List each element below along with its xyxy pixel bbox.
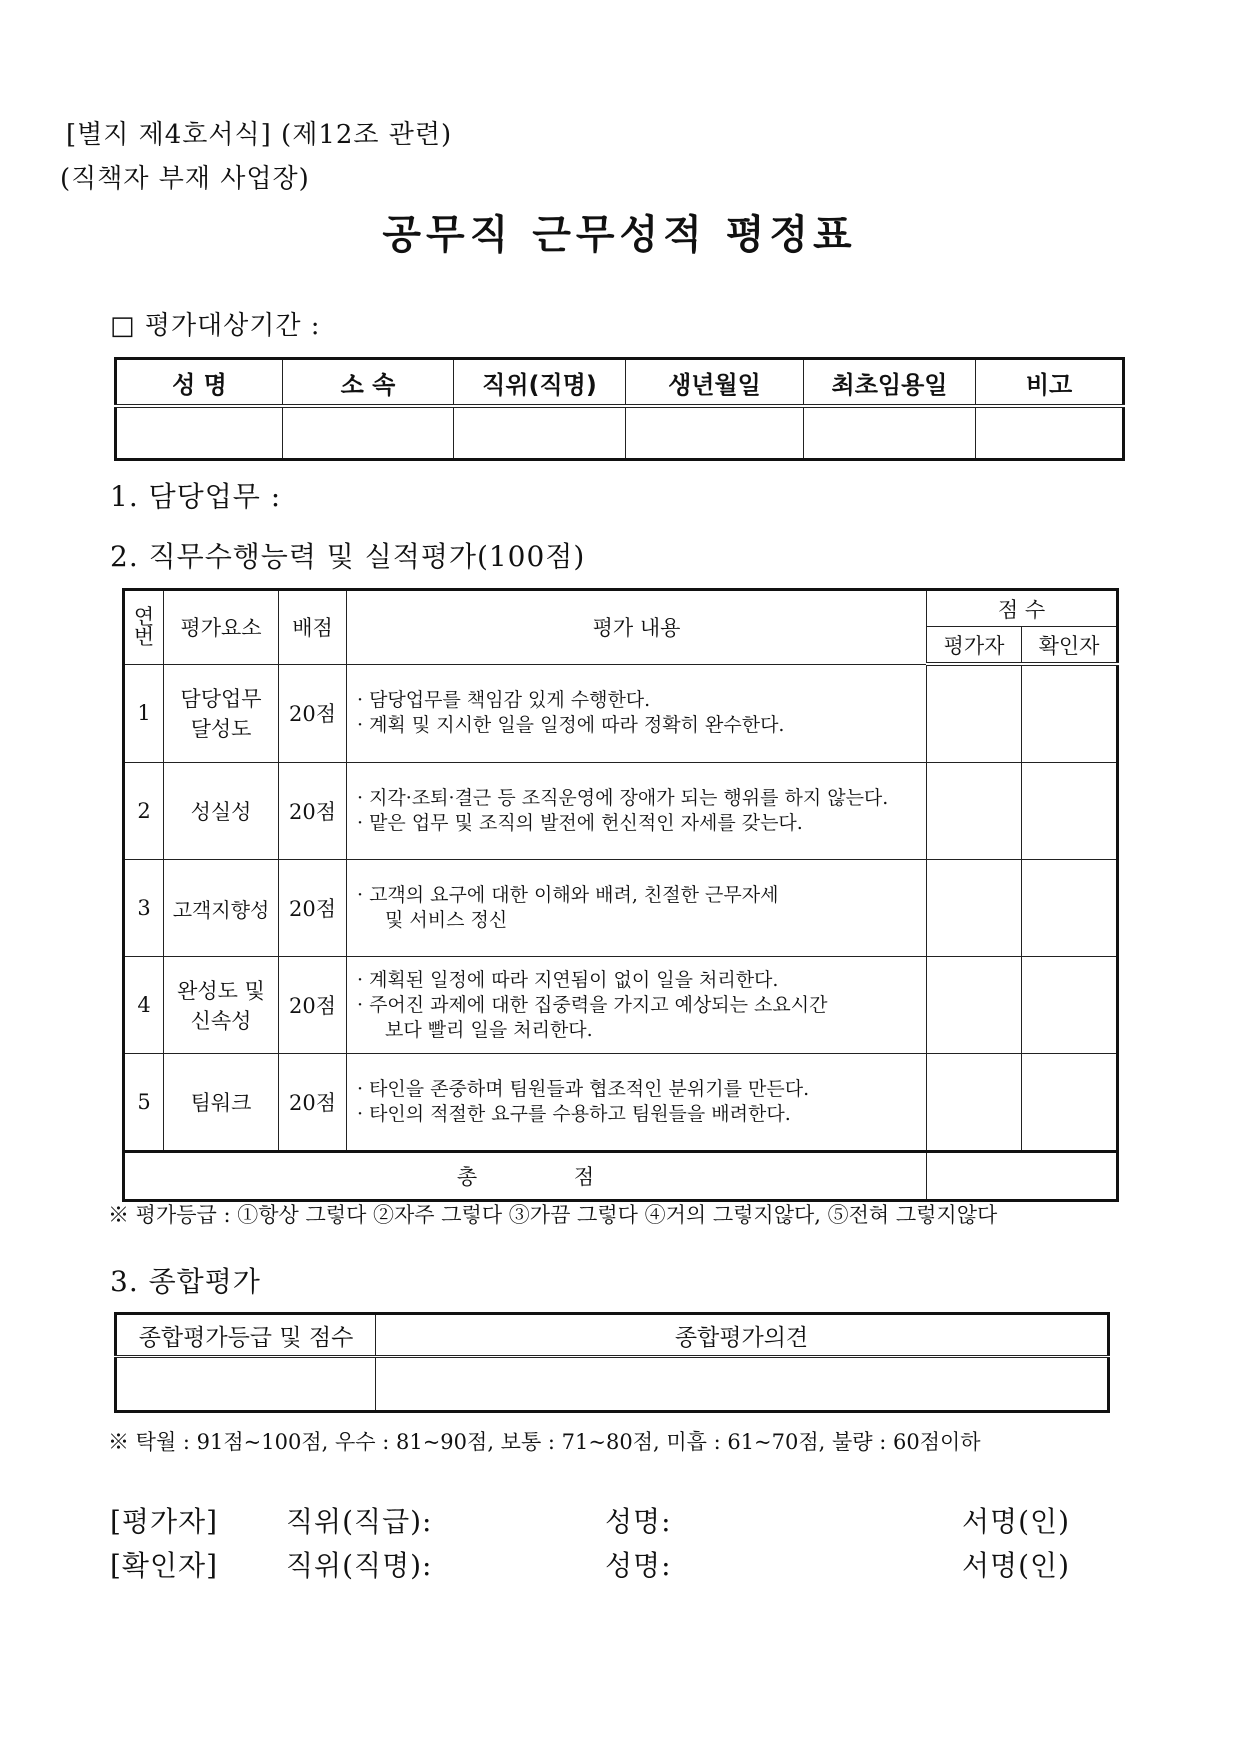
eval-desc-line: 및 서비스 정신 <box>385 909 508 931</box>
eval-row <box>124 664 1118 763</box>
eval-row-evaluator-score[interactable] <box>927 860 1022 957</box>
info-header-position: 직위(직명) <box>454 359 626 407</box>
summary-evaluation-table <box>114 1312 1110 1413</box>
eval-row-points: 20점 <box>279 763 347 860</box>
eval-row-evaluator-score[interactable] <box>927 763 1022 860</box>
eval-header-score: 점 수 <box>927 590 1118 627</box>
evaluator-name: 성명: <box>605 1505 672 1538</box>
eval-row-confirmer-score[interactable] <box>1022 763 1118 860</box>
summary-header-row <box>116 1314 1109 1357</box>
evaluator-role: [평가자] <box>110 1505 218 1538</box>
eval-row-points: 20점 <box>279 860 347 957</box>
eval-row-number: 5 <box>124 1054 164 1152</box>
eval-desc-line: · 지각·조퇴·결근 등 조직운영에 장애가 되는 행위를 하지 않는다. <box>357 787 889 809</box>
summary-cell-opinion[interactable] <box>376 1357 1109 1412</box>
summary-header-grade: 종합평가등급 및 점수 <box>116 1314 376 1357</box>
eval-desc-line: · 계획 및 지시한 일을 일정에 따라 정확히 완수한다. <box>357 714 785 737</box>
summary-header-opinion: 종합평가의견 <box>376 1314 1109 1357</box>
eval-row-number: 1 <box>124 664 164 763</box>
eval-row-number: 2 <box>124 763 164 860</box>
eval-row-confirmer-score[interactable] <box>1022 1054 1118 1152</box>
performance-evaluation-table <box>122 588 1119 1202</box>
eval-row-confirmer-score[interactable] <box>1022 860 1118 957</box>
eval-desc-line: · 담당업무를 책임감 있게 수행한다. <box>357 689 651 712</box>
eval-desc-line: · 타인을 존중하며 팀원들과 협조적인 분위기를 만든다. <box>357 1078 810 1100</box>
eval-row <box>124 763 1118 860</box>
eval-row-points: 20점 <box>279 1054 347 1152</box>
eval-element-line1: 성실성 <box>190 800 252 824</box>
eval-row-confirmer-score[interactable] <box>1022 957 1118 1054</box>
info-input-row <box>116 406 1124 460</box>
info-header-name: 성 명 <box>116 359 283 407</box>
eval-total-row <box>124 1152 1118 1201</box>
eval-row <box>124 1054 1118 1152</box>
eval-row-element <box>164 860 279 957</box>
info-cell-birthdate[interactable] <box>626 406 804 460</box>
info-cell-first-hire[interactable] <box>804 406 976 460</box>
info-header-dept: 소 속 <box>283 359 454 407</box>
eval-header-row-1 <box>124 590 1118 627</box>
summary-cell-grade[interactable] <box>116 1357 376 1412</box>
info-header-row <box>116 359 1124 407</box>
eval-row-element <box>164 763 279 860</box>
eval-header-evaluator: 평가자 <box>927 627 1022 665</box>
eval-row-confirmer-score[interactable] <box>1022 664 1118 763</box>
eval-element-line1: 고객지향성 <box>172 897 270 922</box>
eval-row-description <box>347 664 927 763</box>
confirmer-position: 직위(직명): <box>286 1549 433 1582</box>
info-cell-remarks[interactable] <box>976 406 1124 460</box>
info-cell-dept[interactable] <box>283 406 454 460</box>
evaluator-position: 직위(직급): <box>286 1505 433 1538</box>
eval-desc-line: · 계획된 일정에 따라 지연됨이 없이 일을 처리한다. <box>357 968 779 991</box>
info-header-remarks: 비고 <box>976 359 1124 407</box>
eval-row-description <box>347 1054 927 1152</box>
info-header-first-hire: 최초임용일 <box>804 359 976 407</box>
workplace-type: (직책자 부재 사업장) <box>60 164 310 194</box>
eval-element-line2: 신속성 <box>190 1009 252 1033</box>
eval-header-points: 배점 <box>279 590 347 665</box>
employee-info-table <box>114 357 1125 461</box>
eval-row-evaluator-score[interactable] <box>927 1054 1022 1152</box>
confirmer-role: [확인자] <box>110 1549 218 1582</box>
form-reference: [별지 제4호서식] (제12조 관련) <box>66 120 453 150</box>
eval-row <box>124 957 1118 1054</box>
eval-header-content: 평가 내용 <box>347 590 927 665</box>
eval-header-number-top: 연 <box>133 605 155 630</box>
eval-element-line1: 담당업무 <box>180 687 262 712</box>
eval-desc-line: · 맡은 업무 및 조직의 발전에 헌신적인 자세를 갖는다. <box>357 812 803 834</box>
eval-row-evaluator-score[interactable] <box>927 957 1022 1054</box>
eval-element-line1: 팀워크 <box>190 1091 252 1115</box>
info-cell-position[interactable] <box>454 406 626 460</box>
eval-total-label: 총 점 <box>124 1152 927 1201</box>
eval-row-number: 4 <box>124 957 164 1054</box>
grade-scale-note: ※ 평가등급 : ①항상 그렇다 ②자주 그렇다 ③가끔 그렇다 ④거의 그렇지않다, ⑤전혀 그렇지않다 <box>108 1203 998 1227</box>
eval-desc-line: · 타인의 적절한 요구를 수용하고 팀원들을 배려한다. <box>357 1103 791 1125</box>
eval-header-element: 평가요소 <box>164 590 279 665</box>
section-performance: 2. 직무수행능력 및 실적평가(100점) <box>110 540 586 573</box>
eval-element-line2: 달성도 <box>190 717 252 742</box>
eval-row <box>124 860 1118 957</box>
eval-row-points: 20점 <box>279 957 347 1054</box>
eval-desc-line: · 주어진 과제에 대한 집중력을 가지고 예상되는 소요시간 <box>357 993 828 1016</box>
eval-row-evaluator-score[interactable] <box>927 664 1022 763</box>
eval-row-element <box>164 664 279 763</box>
confirmer-name: 성명: <box>605 1549 672 1582</box>
info-header-birthdate: 생년월일 <box>626 359 804 407</box>
section-duties: 1. 담당업무 : <box>110 480 282 513</box>
eval-element-line1: 완성도 및 <box>177 979 265 1003</box>
eval-row-description <box>347 763 927 860</box>
eval-desc-line: 보다 빨리 일을 처리한다. <box>385 1018 593 1041</box>
eval-total-score[interactable] <box>927 1152 1118 1201</box>
evaluation-period-label: □ 평가대상기간 : <box>110 311 321 341</box>
info-cell-name[interactable] <box>116 406 283 460</box>
eval-row-points: 20점 <box>279 664 347 763</box>
eval-row-element <box>164 1054 279 1152</box>
section-summary: 3. 종합평가 <box>110 1265 261 1298</box>
eval-row-description <box>347 957 927 1054</box>
eval-row-description <box>347 860 927 957</box>
summary-input-row <box>116 1357 1109 1412</box>
eval-desc-line: · 고객의 요구에 대한 이해와 배려, 친절한 근무자세 <box>357 884 779 906</box>
eval-row-number: 3 <box>124 860 164 957</box>
eval-header-number <box>124 590 164 665</box>
eval-header-number-bottom: 번 <box>133 625 155 650</box>
eval-row-element <box>164 957 279 1054</box>
score-range-note: ※ 탁월 : 91점~100점, 우수 : 81~90점, 보통 : 71~80점, 미흡 : 61~70점, 불량 : 60점이하 <box>108 1430 981 1454</box>
eval-header-confirmer: 확인자 <box>1022 627 1118 665</box>
page-title: 공무직 근무성적 평정표 <box>382 211 857 258</box>
confirmer-signature: 서명(인) <box>962 1549 1070 1582</box>
evaluator-signature: 서명(인) <box>962 1505 1070 1538</box>
